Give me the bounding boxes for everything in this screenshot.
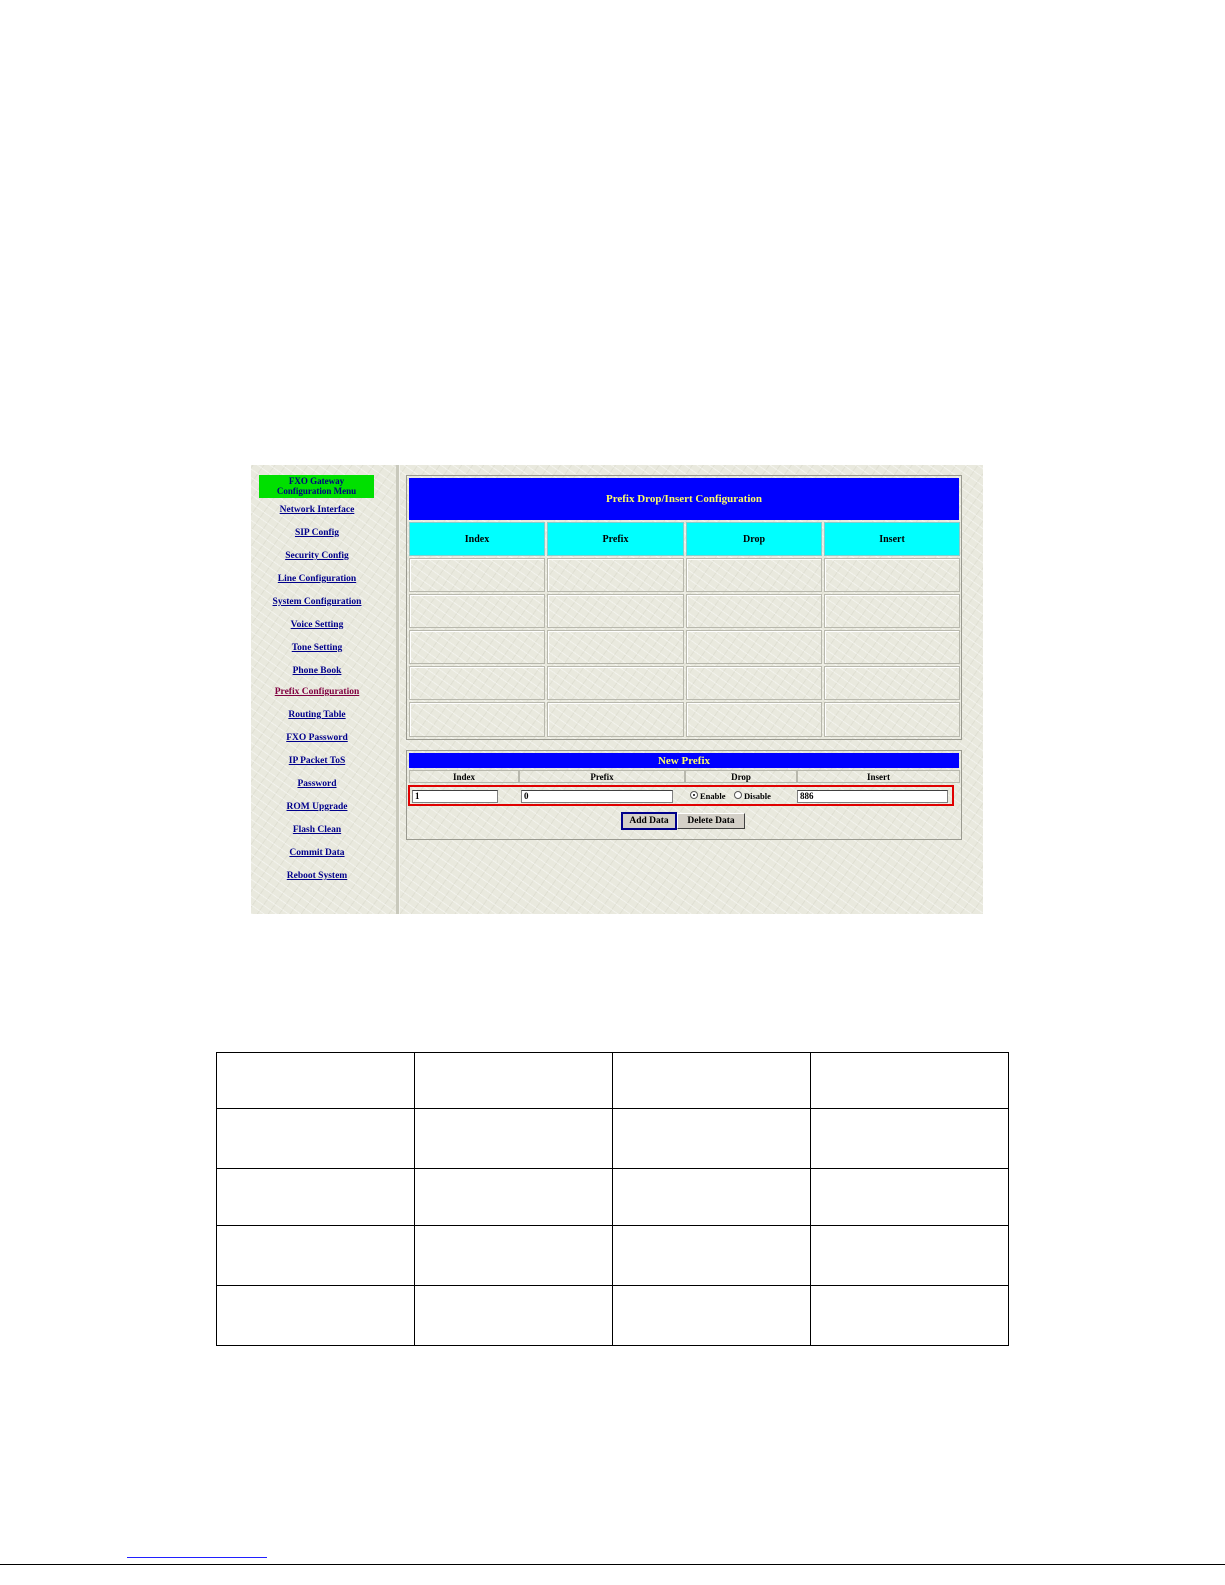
table-cell — [415, 1169, 613, 1226]
browser-screenshot — [251, 465, 983, 914]
nav-network-interface[interactable]: Network Interface — [279, 505, 355, 515]
nav-flash-clean[interactable]: Flash Clean — [292, 825, 342, 835]
table-cell — [613, 1226, 811, 1286]
table-cell — [409, 630, 545, 664]
config-table-title: Prefix Drop/Insert Configuration — [409, 478, 959, 520]
table-cell — [613, 1169, 811, 1226]
table-cell — [217, 1053, 415, 1109]
drop-disable-label: Disable — [744, 791, 771, 801]
table-cell — [811, 1169, 1009, 1226]
table-cell — [811, 1053, 1009, 1109]
table-cell — [686, 702, 822, 737]
table-cell — [217, 1109, 415, 1169]
new-prefix-form — [406, 750, 962, 840]
table-cell — [547, 666, 684, 700]
table-cell — [686, 630, 822, 664]
new-prefix-header-prefix: Prefix — [519, 770, 685, 783]
insert-input[interactable]: 886 — [797, 790, 948, 803]
prefix-config-table — [406, 475, 962, 740]
table-cell — [547, 558, 684, 592]
index-input[interactable]: 1 — [412, 790, 498, 803]
table-cell — [415, 1109, 613, 1169]
table-cell — [613, 1109, 811, 1169]
document-table — [216, 1052, 1009, 1346]
drop-disable-radio[interactable] — [734, 791, 742, 799]
nav-commit-data[interactable]: Commit Data — [289, 848, 345, 858]
add-data-button[interactable]: Add Data — [622, 813, 676, 829]
sidebar-divider — [396, 465, 400, 914]
table-cell — [409, 594, 545, 628]
table-cell — [824, 702, 960, 737]
table-cell — [217, 1286, 415, 1346]
new-prefix-header-index: Index — [409, 770, 519, 783]
table-cell — [811, 1109, 1009, 1169]
nav-security-config[interactable]: Security Config — [285, 551, 349, 561]
footnote-separator — [127, 1557, 267, 1558]
drop-enable-label: Enable — [700, 791, 726, 801]
prefix-input[interactable]: 0 — [521, 790, 673, 803]
nav-tone-setting[interactable]: Tone Setting — [291, 643, 343, 653]
new-prefix-header-drop: Drop — [685, 770, 797, 783]
nav-fxo-password[interactable]: FXO Password — [286, 733, 348, 743]
table-cell — [811, 1286, 1009, 1346]
table-cell — [686, 558, 822, 592]
table-cell — [686, 594, 822, 628]
table-cell — [613, 1053, 811, 1109]
nav-prefix-configuration[interactable]: Prefix Configuration — [274, 687, 360, 697]
table-cell — [415, 1053, 613, 1109]
table-cell — [613, 1286, 811, 1346]
table-cell — [409, 558, 545, 592]
table-cell — [415, 1226, 613, 1286]
table-cell — [547, 702, 684, 737]
nav-reboot-system[interactable]: Reboot System — [286, 871, 348, 881]
table-cell — [824, 594, 960, 628]
table-cell — [217, 1169, 415, 1226]
menu-title: FXO Gateway Configuration Menu — [259, 475, 374, 498]
drop-enable-radio[interactable] — [690, 791, 698, 799]
nav-routing-table[interactable]: Routing Table — [288, 710, 346, 720]
table-cell — [824, 558, 960, 592]
header-prefix: Prefix — [547, 522, 684, 556]
table-cell — [217, 1226, 415, 1286]
nav-ip-packet-tos[interactable]: IP Packet ToS — [288, 756, 346, 766]
nav-sip-config[interactable]: SIP Config — [294, 528, 340, 538]
table-cell — [686, 666, 822, 700]
table-cell — [824, 630, 960, 664]
nav-system-configuration[interactable]: System Configuration — [272, 597, 362, 607]
delete-data-button[interactable]: Delete Data — [677, 813, 745, 829]
table-cell — [811, 1226, 1009, 1286]
table-cell — [824, 666, 960, 700]
table-cell — [409, 666, 545, 700]
nav-rom-upgrade[interactable]: ROM Upgrade — [286, 802, 348, 812]
nav-password[interactable]: Password — [297, 779, 337, 789]
new-prefix-title: New Prefix — [409, 753, 959, 768]
new-prefix-input-row — [408, 785, 954, 806]
header-index: Index — [409, 522, 545, 556]
table-cell — [409, 702, 545, 737]
nav-voice-setting[interactable]: Voice Setting — [290, 620, 344, 630]
table-cell — [547, 630, 684, 664]
nav-phone-book[interactable]: Phone Book — [292, 666, 342, 676]
header-drop: Drop — [686, 522, 822, 556]
nav-line-configuration[interactable]: Line Configuration — [277, 574, 357, 584]
table-cell — [547, 594, 684, 628]
table-cell — [415, 1286, 613, 1346]
header-insert: Insert — [824, 522, 960, 556]
config-menu-sidebar — [251, 465, 396, 914]
page-bottom-rule — [0, 1564, 1225, 1565]
new-prefix-header-insert: Insert — [797, 770, 960, 783]
